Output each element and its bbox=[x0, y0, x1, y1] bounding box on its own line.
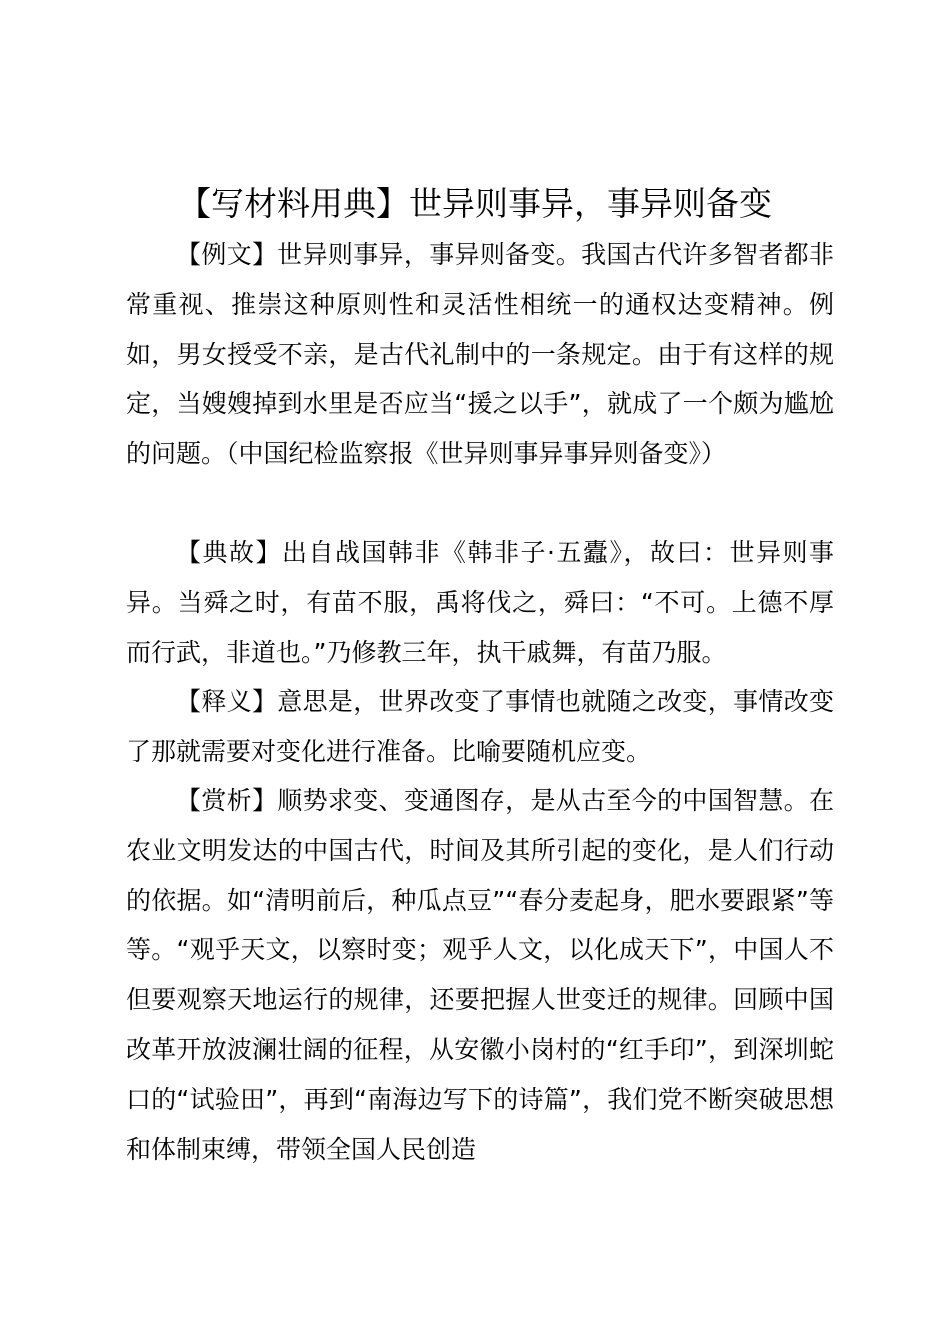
meaning-paragraph: 【释义】意思是，世界改变了事情也就随之改变，事情改变了那就需要对变化进行准备。比喻要随机应变。 bbox=[126, 687, 834, 766]
allusion-paragraph: 【典故】出自战国韩非《韩非子·五蠹》，故曰：世异则事异。当舜之时，有苗不服，禹将伐之，舜曰：“不可。上德不厚而行武，非道也。”乃修教三年，执干戚舞，有苗乃服。 bbox=[126, 538, 834, 667]
analysis-section bbox=[126, 776, 834, 1174]
meaning-section bbox=[126, 677, 834, 777]
example-section bbox=[126, 230, 834, 479]
analysis-paragraph: 【赏析】顺势求变、变通图存，是从古至今的中国智慧。在农业文明发达的中国古代，时间及其所引起的变化，是人们行动的依据。如“清明前后，种瓜点豆”“春分麦起身，肥水要跟紧”等等。“观乎天文，以察时变；观乎人文，以化成天下”，中国人不但要观察天地运行的规律，还要把握人世变迁的规律。回顾中国改革开放波澜壮阔的征程，从安徽小岗村的“红手印”，到深圳蛇口的“试验田”，再到“南海边写下的诗篇”，我们党不断突破思想和体制束缚，带领全国人民创造 bbox=[126, 786, 834, 1164]
document-title: 【写材料用典】世异则事异，事异则备变 bbox=[178, 184, 772, 223]
example-paragraph: 【例文】世异则事异，事异则备变。我国古代许多智者都非常重视、推崇这种原则性和灵活性相统一的通权达变精神。例如，男女授受不亲，是古代礼制中的一条规定。由于有这样的规定，当嫂嫂掉到水里是否应当“援之以手”，就成了一个颇为尴尬的问题。（中国纪检监察报《世异则事异事异则备变》） bbox=[126, 240, 834, 469]
allusion-section bbox=[126, 528, 834, 677]
